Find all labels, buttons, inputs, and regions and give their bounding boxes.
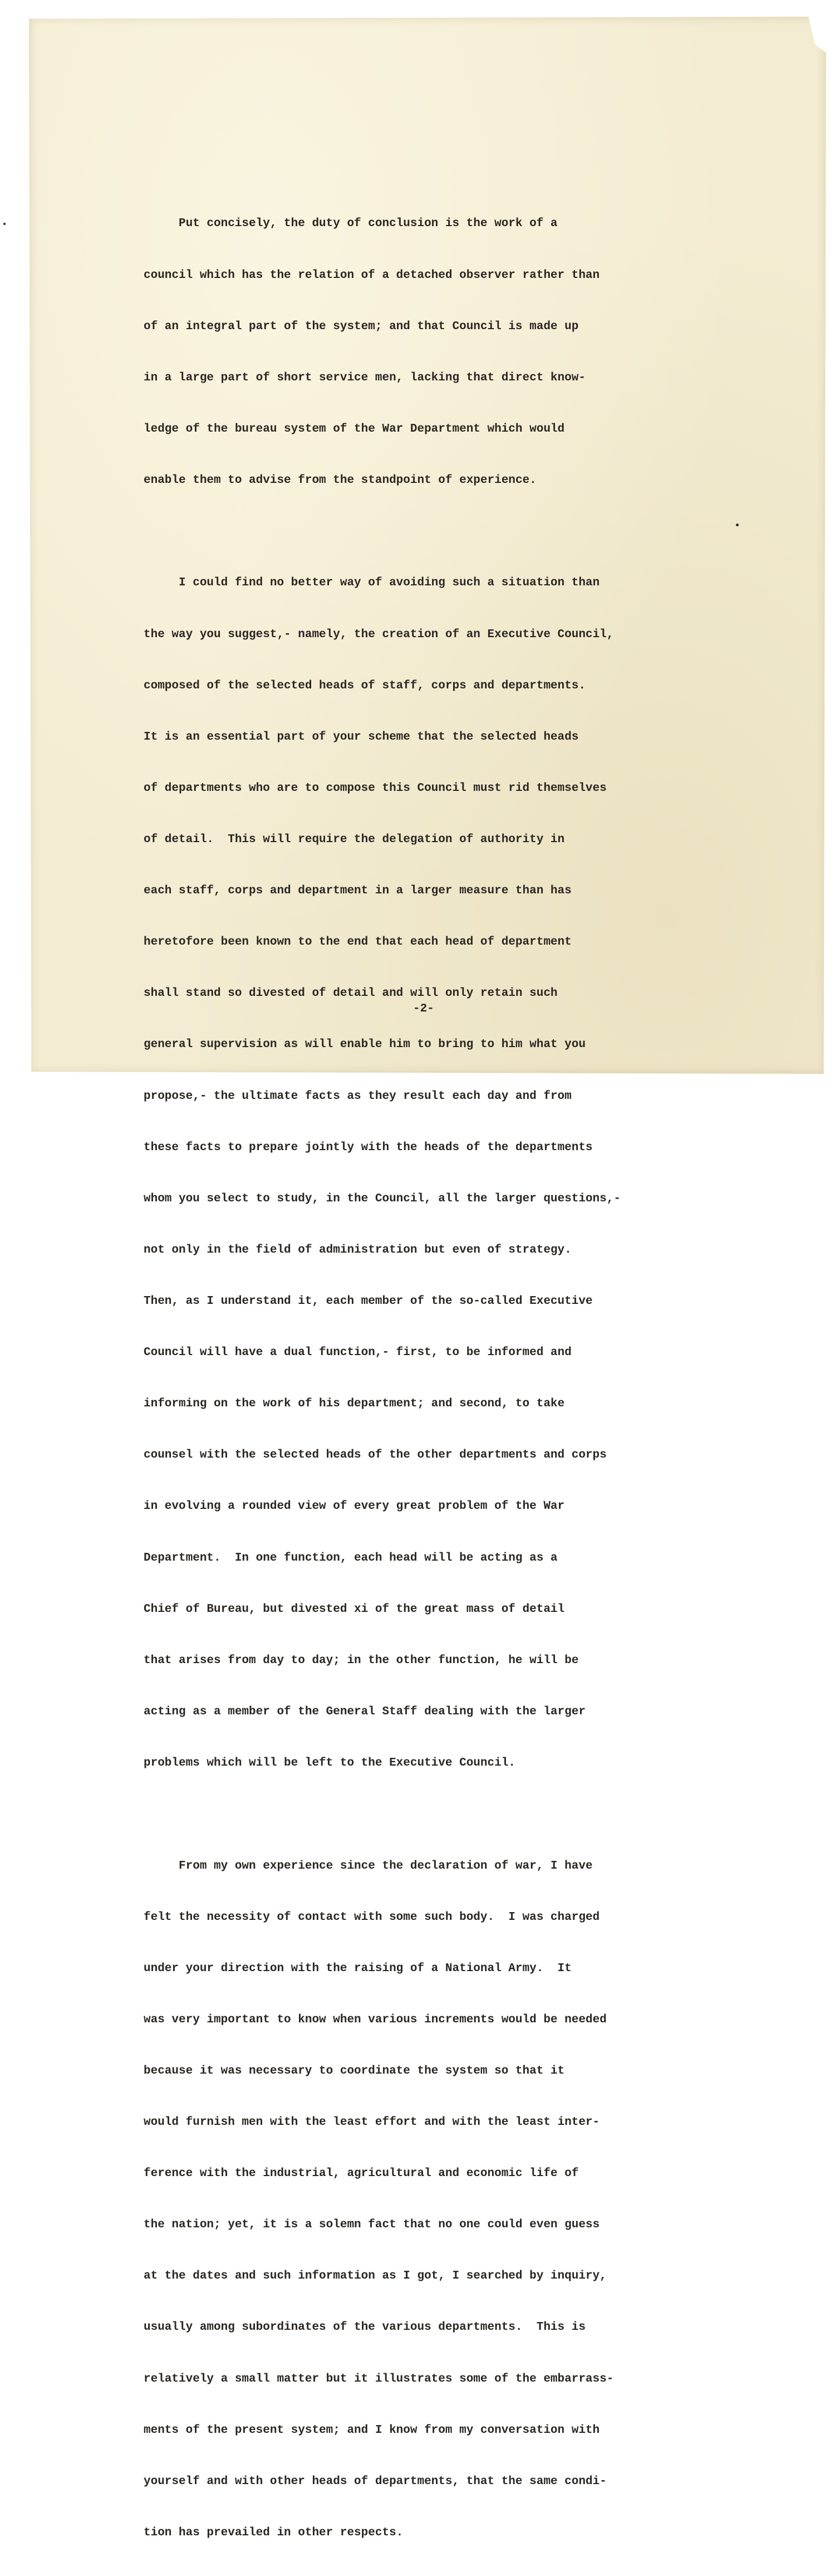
text-line: that arises from day to day; in the other function, he will be bbox=[144, 1654, 579, 1667]
paragraph-1 bbox=[144, 182, 711, 524]
text-line: of an integral part of the system; and that Council is made up bbox=[144, 320, 579, 333]
text-line: ledge of the bureau system of the War Department which would bbox=[144, 422, 565, 436]
text-line: yourself and with other heads of departments, that the same condi- bbox=[144, 2475, 607, 2488]
text-line: It is an essential part of your scheme that the selected heads bbox=[144, 730, 579, 744]
text-line: tion has prevailed in other respects. bbox=[144, 2526, 404, 2539]
text-line: in evolving a rounded view of every great problem of the War bbox=[144, 1500, 565, 1513]
text-line: Chief of Bureau, but divested xi of the great mass of detail bbox=[144, 1602, 565, 1616]
text-line: each staff, corps and department in a larger measure than has bbox=[144, 884, 572, 898]
text-line: usually among subordinates of the various departments. This is bbox=[144, 2321, 586, 2334]
text-line: ments of the present system; and I know from my conversation with bbox=[144, 2423, 600, 2437]
paragraph-3 bbox=[144, 1824, 711, 2576]
text-line: enable them to advise from the standpoint of experience. bbox=[144, 473, 537, 487]
text-line: I could find no better way of avoiding such a situation than bbox=[144, 576, 600, 590]
paragraph-2 bbox=[144, 541, 711, 1806]
text-line: at the dates and such information as I got, I searched by inquiry, bbox=[144, 2270, 607, 2283]
ink-speck bbox=[736, 524, 739, 526]
text-line: was very important to know when various increments would be needed bbox=[144, 2013, 607, 2026]
text-line: of detail. This will require the delegation of authority in bbox=[144, 833, 565, 847]
text-line: ference with the industrial, agricultural and economic life of bbox=[144, 2167, 579, 2181]
text-line: under your direction with the raising of a National Army. It bbox=[144, 1962, 572, 1975]
text-line: because it was necessary to coordinate the system so that it bbox=[144, 2064, 565, 2078]
text-line: counsel with the selected heads of the other departments and corps bbox=[144, 1449, 607, 1462]
text-line: shall stand so divested of detail and will only retain such bbox=[144, 987, 558, 1000]
text-line: acting as a member of the General Staff dealing with the larger bbox=[144, 1705, 586, 1718]
page-number: -2- bbox=[413, 1003, 434, 1015]
text-line: general supervision as will enable him to bring to him what you bbox=[144, 1038, 586, 1052]
text-line: felt the necessity of contact with some such body. I was charged bbox=[144, 1910, 600, 1924]
text-line: heretofore been known to the end that each head of department bbox=[144, 936, 572, 949]
text-line: Put concisely, the duty of conclusion is the work of a bbox=[144, 217, 558, 231]
text-line: of departments who are to compose this Council must rid themselves bbox=[144, 781, 607, 795]
text-line: informing on the work of his department; and second, to take bbox=[144, 1397, 565, 1411]
text-line: council which has the relation of a detached observer rather than bbox=[144, 268, 600, 282]
text-line: not only in the field of administration but even of strategy. bbox=[144, 1243, 572, 1257]
text-line: Council will have a dual function,- first, to be informed and bbox=[144, 1346, 572, 1360]
text-line: the nation; yet, it is a solemn fact that no one could even guess bbox=[144, 2218, 600, 2232]
letter-body bbox=[144, 182, 711, 2576]
text-line: relatively a small matter but it illustrates some of the embarrass- bbox=[144, 2372, 614, 2386]
text-line: would furnish men with the least effort and with the least inter- bbox=[144, 2116, 600, 2129]
text-line: Department. In one function, each head will be acting as a bbox=[144, 1551, 558, 1565]
text-line: propose,- the ultimate facts as they result each day and from bbox=[144, 1089, 572, 1103]
text-line: Then, as I understand it, each member of the so-called Executive bbox=[144, 1295, 593, 1308]
text-line: composed of the selected heads of staff, corps and departments. bbox=[144, 679, 586, 692]
text-line: in a large part of short service men, lacking that direct know- bbox=[144, 371, 586, 384]
ink-speck bbox=[3, 223, 6, 225]
text-line: the way you suggest,- namely, the creation of an Executive Council, bbox=[144, 628, 614, 641]
text-line: these facts to prepare jointly with the heads of the departments bbox=[144, 1141, 593, 1154]
text-line: problems which will be left to the Executive Council. bbox=[144, 1756, 515, 1770]
text-line: whom you select to study, in the Council, all the larger questions,- bbox=[144, 1192, 621, 1205]
text-line: From my own experience since the declaration of war, I have bbox=[144, 1859, 593, 1873]
